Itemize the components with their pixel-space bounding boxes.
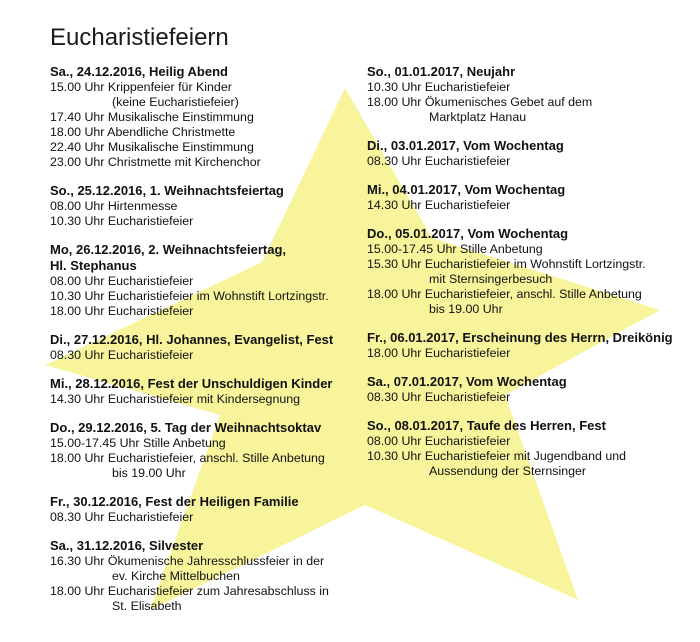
event-line: 18.00 Uhr Eucharistiefeier: [367, 346, 511, 360]
event-line: 08.00 Uhr Eucharistiefeier: [367, 434, 511, 448]
event-heading: So., 25.12.2016, 1. Weihnachtsfeiertag: [50, 183, 284, 198]
column-right: [367, 64, 692, 492]
event-entry: [367, 418, 692, 479]
event-line: ev. Kirche Mittelbuchen: [112, 569, 240, 583]
event-heading: Do., 05.01.2017, Vom Wochentag: [367, 226, 569, 241]
event-heading: Do., 29.12.2016, 5. Tag der Weihnachtsoktav: [50, 420, 322, 435]
event-line: 08.30 Uhr Eucharistiefeier: [367, 154, 511, 168]
event-entry: [50, 420, 360, 481]
event-line: bis 19.00 Uhr: [429, 302, 503, 316]
event-line: 08.00 Uhr Eucharistiefeier: [50, 274, 194, 288]
event-line: 22.40 Uhr Musikalische Einstimmung: [50, 140, 254, 154]
event-line: 18.00 Uhr Abendliche Christmette: [50, 125, 236, 139]
event-line: 10.30 Uhr Eucharistiefeier mit Jugendband und: [367, 449, 626, 463]
event-line: 15.00 Uhr Krippenfeier für Kinder: [50, 80, 232, 94]
event-entry: [367, 374, 692, 405]
event-entry: [50, 183, 360, 229]
event-line: St. Elisabeth: [112, 599, 182, 613]
event-line: 15.00-17.45 Uhr Stille Anbetung: [367, 242, 543, 256]
event-entry: [50, 242, 360, 319]
event-line: 10.30 Uhr Eucharistiefeier: [367, 80, 511, 94]
event-heading: Hl. Stephanus: [50, 258, 137, 273]
event-heading: Fr., 06.01.2017, Erscheinung des Herrn, Dreikönig: [367, 330, 673, 345]
event-line: 08.00 Uhr Hirtenmesse: [50, 199, 178, 213]
event-entry: [367, 182, 692, 213]
event-heading: Mo, 26.12.2016, 2. Weihnachtsfeiertag,: [50, 242, 287, 257]
event-line: 10.30 Uhr Eucharistiefeier: [50, 214, 194, 228]
event-heading: Mi., 04.01.2017, Vom Wochentag: [367, 182, 566, 197]
event-entry: [50, 332, 360, 363]
event-heading: Mi., 28.12.2016, Fest der Unschuldigen Kinder: [50, 376, 333, 391]
event-line: 18.00 Uhr Eucharistiefeier zum Jahresabschluss in: [50, 584, 329, 598]
event-line: 18.00 Uhr Eucharistiefeier: [50, 304, 194, 318]
event-line: 18.00 Uhr Ökumenisches Gebet auf dem: [367, 95, 593, 109]
event-line: 08.30 Uhr Eucharistiefeier: [50, 348, 194, 362]
event-entry: [50, 538, 360, 614]
event-heading: Sa., 24.12.2016, Heilig Abend: [50, 64, 228, 79]
column-left: [50, 64, 360, 627]
event-entry: [50, 494, 360, 525]
event-line: Aussendung der Sternsinger: [429, 464, 587, 478]
event-heading: So., 01.01.2017, Neujahr: [367, 64, 516, 79]
event-heading: Di., 27.12.2016, Hl. Johannes, Evangelist, Fest: [50, 332, 334, 347]
event-line: (keine Eucharistiefeier): [112, 95, 239, 109]
event-line: Marktplatz Hanau: [429, 110, 527, 124]
event-line: 14.30 Uhr Eucharistiefeier: [367, 198, 511, 212]
event-heading: So., 08.01.2017, Taufe des Herren, Fest: [367, 418, 606, 433]
event-line: 08.30 Uhr Eucharistiefeier: [50, 510, 194, 524]
event-entry: [50, 64, 360, 170]
event-line: 15.30 Uhr Eucharistiefeier im Wohnstift Lortzingstr.: [367, 257, 646, 271]
event-heading: Fr., 30.12.2016, Fest der Heiligen Familie: [50, 494, 299, 509]
event-heading: Di., 03.01.2017, Vom Wochentag: [367, 138, 564, 153]
event-entry: [50, 376, 360, 407]
event-heading: Sa., 07.01.2017, Vom Wochentag: [367, 374, 567, 389]
event-entry: [367, 64, 692, 125]
page-title: Eucharistiefeiern: [50, 24, 229, 52]
event-line: 10.30 Uhr Eucharistiefeier im Wohnstift Lortzingstr.: [50, 289, 329, 303]
event-line: 08.30 Uhr Eucharistiefeier: [367, 390, 511, 404]
event-line: 18.00 Uhr Eucharistiefeier, anschl. Stille Anbetung: [50, 451, 325, 465]
event-heading: Sa., 31.12.2016, Silvester: [50, 538, 204, 553]
event-entry: [367, 226, 692, 317]
event-line: bis 19.00 Uhr: [112, 466, 186, 480]
event-line: 18.00 Uhr Eucharistiefeier, anschl. Stille Anbetung: [367, 287, 642, 301]
event-line: mit Sternsingerbesuch: [429, 272, 553, 286]
event-line: 17.40 Uhr Musikalische Einstimmung: [50, 110, 254, 124]
event-line: 16.30 Uhr Ökumenische Jahresschlussfeier in der: [50, 554, 325, 568]
event-line: 23.00 Uhr Christmette mit Kirchenchor: [50, 155, 261, 169]
event-line: 14.30 Uhr Eucharistiefeier mit Kindersegnung: [50, 392, 301, 406]
event-entry: [367, 330, 692, 361]
event-entry: [367, 138, 692, 169]
event-line: 15.00-17.45 Uhr Stille Anbetung: [50, 436, 226, 450]
